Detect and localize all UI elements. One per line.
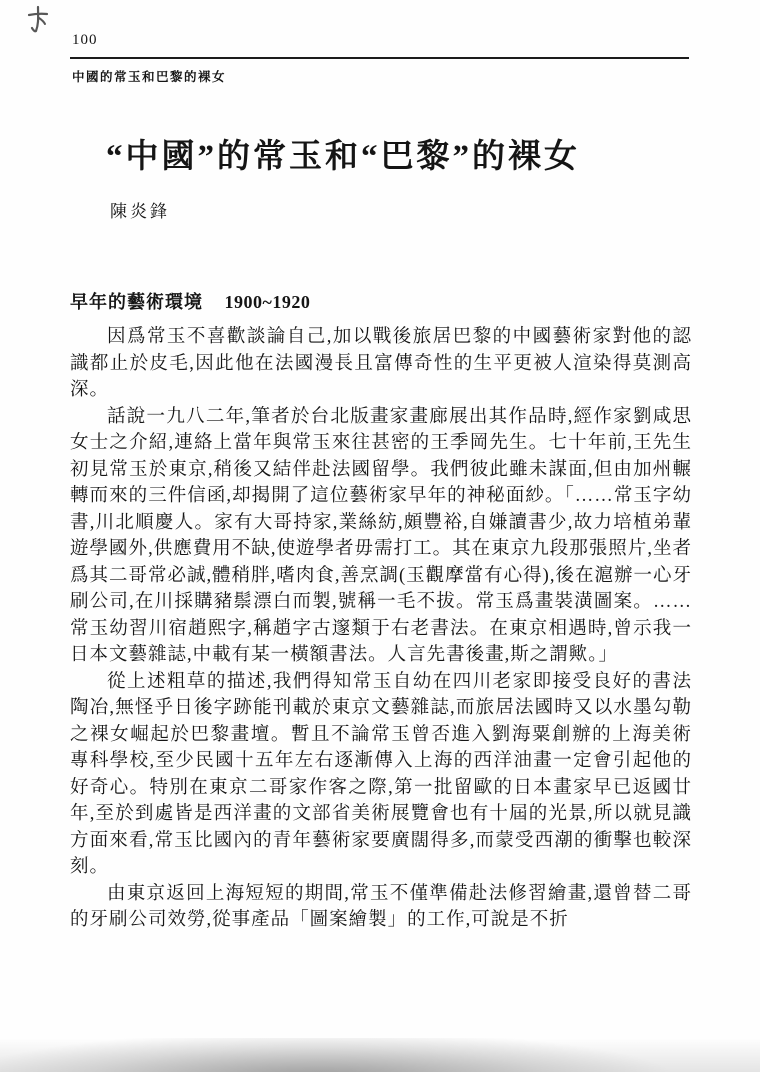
section-heading: [70, 288, 310, 314]
scan-edge-shadow: [0, 1038, 760, 1072]
article-title: “中國”的常玉和“巴黎”的裸女: [106, 139, 580, 175]
article-body: [70, 324, 692, 934]
section-heading-text: 早年的藝術環境: [70, 292, 203, 312]
author-name: 陳炎鋒: [110, 202, 170, 221]
running-header: 中國的常玉和巴黎的裸女: [72, 70, 227, 84]
paragraph: 話說一九八二年,筆者於台北版畫家畫廊展出其作品時,經作家劉咸思女士之介紹,連絡上當年與常玉來往甚密的王季岡先生。七十年前,王先生初見常玉於東京,稍後又結伴赴法國留學。我們彼此雖未謀面,但由加州輾轉而來的三件信函,却揭開了這位藝術家早年的神秘面紗。「……常玉字幼書,川北順慶人。家有大哥持家,業絲紡,頗豐裕,自嫌讀書少,故力培植弟輩遊學國外,供應費用不缺,使遊學者毋需打工。其在東京九段那張照片,坐者爲其二哥常必誠,體稍胖,嗜肉食,善烹調(玉觀摩當有心得),後在滬辦一心牙刷公司,在川採購豬鬃漂白而製,號稱一毛不拔。常玉爲畫裝潢圖案。……常玉幼習川宿趙熙字,稱趙字古邃類于右老書法。在東京相遇時,曾示我一日本文藝雜誌,中載有某一橫額書法。人言先書後畫,斯之謂歟。」: [70, 406, 692, 665]
page-number: 100: [72, 32, 98, 48]
header-rule: [70, 57, 689, 59]
paragraph: 從上述粗草的描述,我們得知常玉自幼在四川老家即接受良好的書法陶冶,無怪乎日後字跡能刊載於東京文藝雜誌,而旅居法國時又以水墨勾勒之裸女崛起於巴黎畫壇。暫且不論常玉曾否進入劉海粟創辦的上海美術專科學校,至少民國十五年左右逐漸傳入上海的西洋油畫一定會引起他的好奇心。特別在東京二哥家作客之際,第一批留歐的日本畫家早已返國廿年,至於到處皆是西洋畫的文部省美術展覽會也有十屆的光景,所以就見識方面來看,常玉比國內的青年藝術家要廣闊得多,而蒙受西潮的衝擊也較深刻。: [70, 671, 692, 877]
paragraph: 因爲常玉不喜歡談論自己,加以戰後旅居巴黎的中國藝術家對他的認識都止於皮毛,因此他在法國漫長且富傳奇性的生平更被人渲染得莫測高深。: [70, 327, 692, 400]
paragraph: 由東京返回上海短短的期間,常玉不僅準備赴法修習繪畫,還曾替二哥的牙刷公司效勞,從事產品「圖案繪製」的工作,可說是不折: [70, 883, 692, 930]
handwritten-mark-icon: [26, 5, 50, 33]
section-period: 1900~1920: [224, 292, 311, 312]
